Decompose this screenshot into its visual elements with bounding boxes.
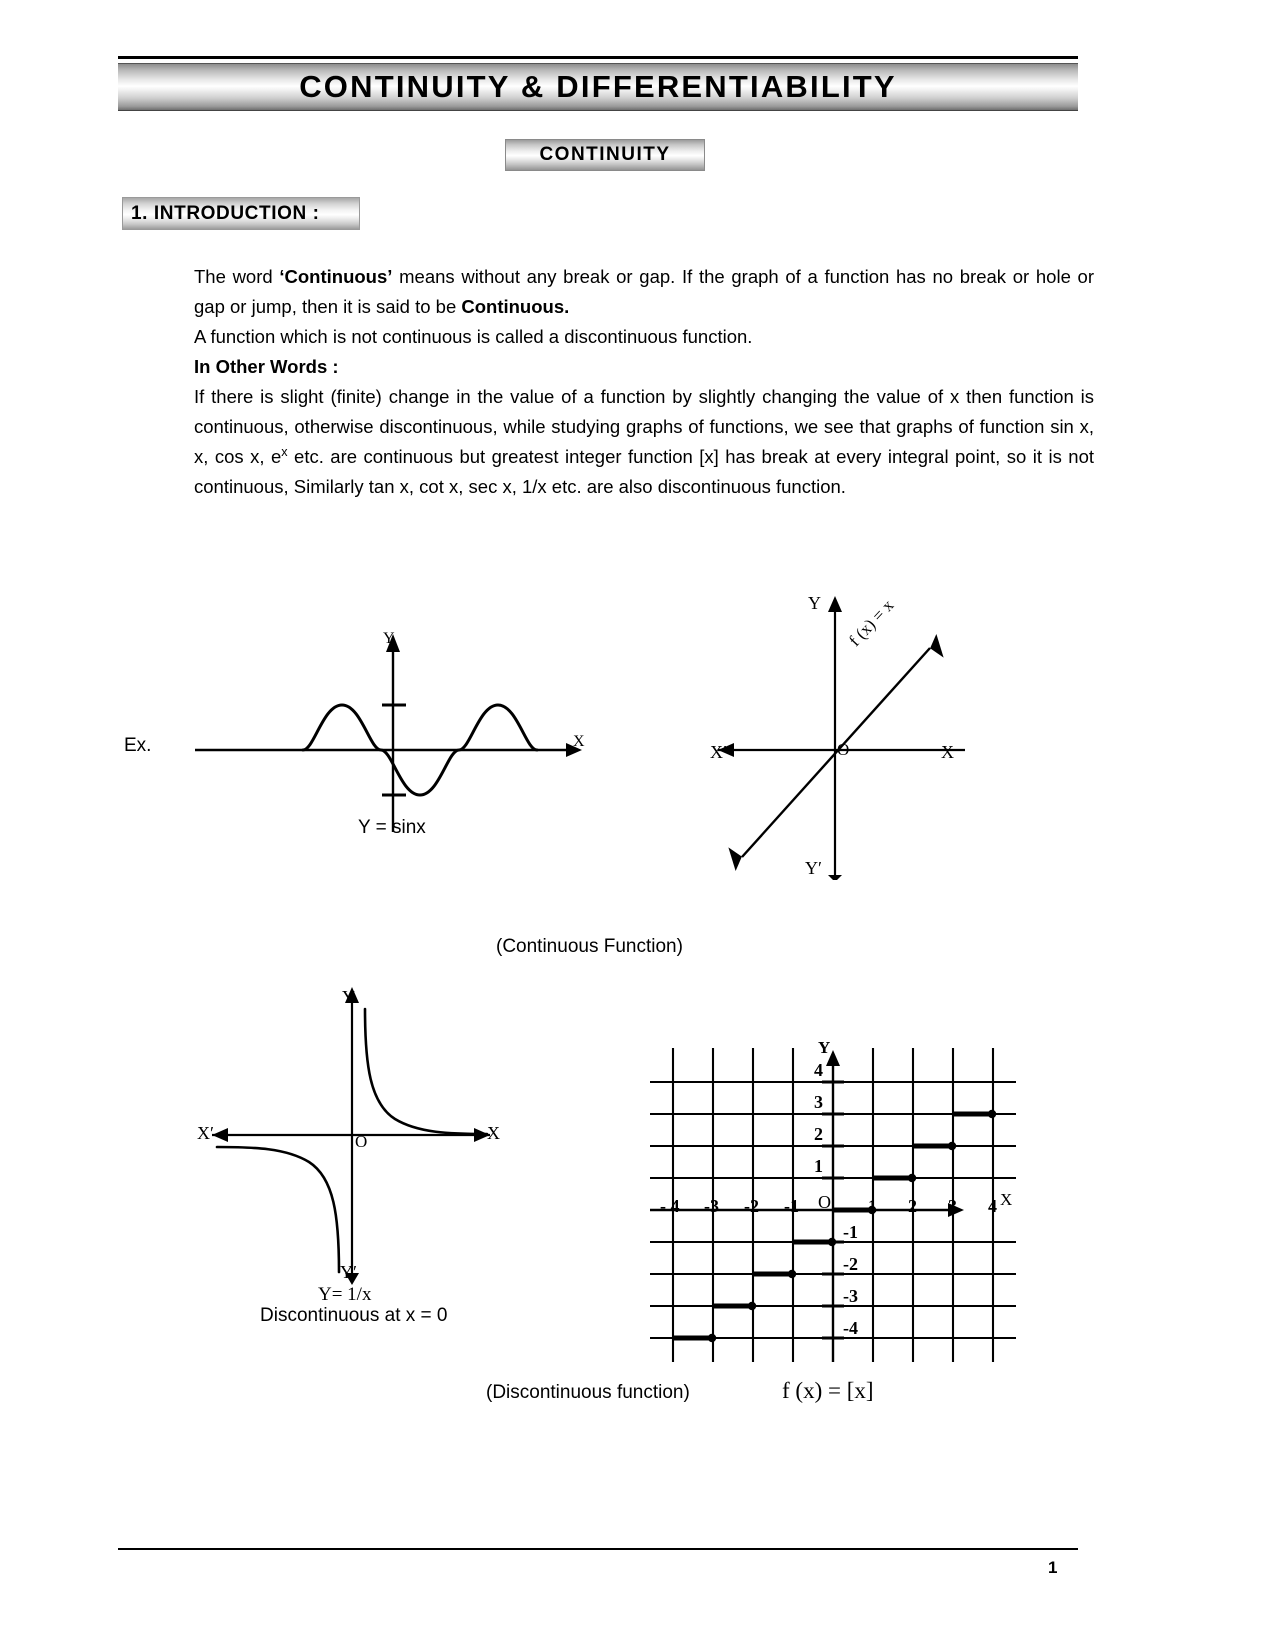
step-y-tick-neg4: -4 [843,1318,858,1338]
identity-origin-label: O [837,740,850,759]
step-y-tick-1: 1 [814,1156,823,1176]
step-x-tick-neg2: -2 [744,1196,759,1216]
step-x-tick-neg1: -1 [784,1196,799,1216]
reciprocal-y-axis-label: Y [342,987,355,1007]
intro-subheading-in-other-words: In Other Words : [194,356,339,377]
reciprocal-branch-positive [365,1009,487,1134]
reciprocal-x-neg-axis-label: X′ [197,1123,214,1143]
identity-line-arrow-up [929,634,943,659]
identity-y-axis-label: Y [808,593,821,613]
intro-paragraph-3 [194,382,1094,502]
step-y-tick-neg3: -3 [843,1286,858,1306]
discontinuous-function-caption: (Discontinuous function) [486,1382,690,1403]
section-heading-introduction [122,197,360,230]
step-y-tick-4: 4 [814,1060,823,1080]
sine-curve-svg [190,610,600,840]
figure-sine-curve [190,610,600,840]
continuous-function-caption: (Continuous Function) [496,936,683,957]
identity-y-arrow [828,596,842,612]
step-x-tick-3: 3 [948,1196,957,1216]
step-origin-label: O [818,1192,831,1212]
intro-paragraph-2: A function which is not continuous is called a discontinuous function. [194,326,753,347]
identity-x-neg-axis-label: X′ [710,742,727,762]
identity-line-arrow-down [728,847,742,872]
reciprocal-caption-formula: Y= 1/x [318,1284,372,1305]
example-label: Ex. [124,735,152,756]
identity-y-neg-arrow [828,875,842,880]
step-y-tick-2: 2 [814,1124,823,1144]
step-x-tick-1: 1 [868,1196,877,1216]
step-x-tick-neg3: -3 [704,1196,719,1216]
step-y-tick-neg1: -1 [843,1222,858,1242]
intro-text-c: means without any break or gap. If the graph of a function has no break or hole or gap or jump, then it is said to be [194,266,1094,317]
introduction-body [194,262,1094,502]
exponent-x: x [281,444,288,459]
reciprocal-x-neg-arrow [212,1128,228,1142]
identity-y-neg-axis-label: Y′ [805,858,822,878]
sine-caption: Y = sinx [358,817,426,838]
reciprocal-caption-discontinuous: Discontinuous at x = 0 [260,1305,448,1326]
step-x-axis-label: X [1000,1190,1013,1209]
reciprocal-branch-negative [217,1147,339,1272]
step-x-tick-neg4: - 4 [660,1196,680,1216]
sine-x-axis-label: X [573,733,585,750]
intro-text-a: The word [194,266,280,287]
step-function-formula-label: f (x) = [x] [782,1378,874,1403]
sine-y-axis-label: Y [383,630,395,647]
page-title: CONTINUITY & DIFFERENTIABILITY [299,69,897,104]
header-top-rule [118,56,1078,59]
document-title-banner [118,63,1078,111]
reciprocal-x-axis-label: X [487,1123,500,1143]
step-y-axis-label: Y [818,1038,831,1057]
intro-text-continuous-bold: Continuous. [461,296,570,317]
step-y-tick-3: 3 [814,1092,823,1112]
intro-text-continuous-quoted: ‘Continuous’ [279,266,393,287]
identity-x-axis-label: X [941,742,954,762]
section-heading-label: 1. INTRODUCTION : [131,202,320,224]
step-y-tick-neg2: -2 [843,1254,858,1274]
footer-rule [118,1548,1078,1550]
intro-para-b: etc. are continuous but greatest integer function [x] has break at every integral point, so it is not continuous, Similarly tan x, cot x, sec x, 1/x etc. are also discontinuous function. [194,446,1094,497]
figure-identity-line [690,590,980,880]
page-number: 1 [1048,1558,1058,1577]
reciprocal-origin-label: O [355,1132,368,1151]
reciprocal-y-neg-axis-label: Y′ [340,1262,357,1282]
chapter-subtitle-banner [505,139,705,171]
intro-paragraph-1 [194,262,1094,322]
step-x-tick-4: 4 [988,1196,997,1216]
identity-line-svg [690,590,980,880]
chapter-subtitle: CONTINUITY [539,144,671,165]
identity-curve-label: f (x) = x [845,595,898,650]
intro-para-a: If there is slight (finite) change in the value of a function by slightly changing the value of x then function is continuous, otherwise discontinuous, while studying graphs of functions, we see that graphs of function sin x, x, cos x, e [194,386,1094,467]
step-x-tick-2: 2 [908,1196,917,1216]
